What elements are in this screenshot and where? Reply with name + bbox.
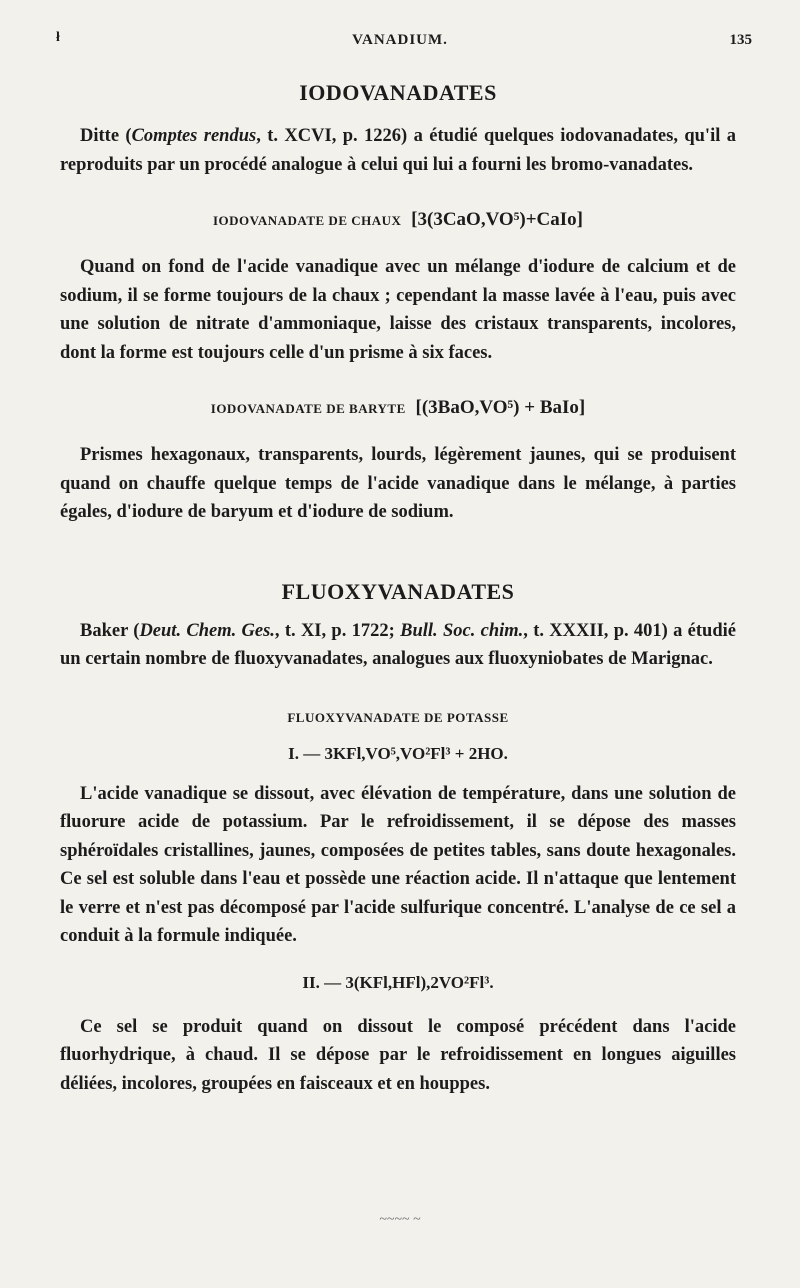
formula-line-1: I. — 3KFl,VO⁵,VO²Fl³ + 2HO. <box>288 743 508 763</box>
paragraph-baryte: Prismes hexagonaux, transparents, lourds, légèrement jaunes, qui se produisent quand on chauffe quelque temps de l'acide vanadique dans le mélange, à parties égales, d'iodure de baryum et d'iodure de sodium. <box>60 445 736 522</box>
subheading-label: IODOVANADATE DE CHAUX <box>212 213 402 228</box>
citation: Comptes rendus <box>131 126 257 146</box>
subheading-iodovanadate-baryte <box>60 397 736 419</box>
section-title-iodovanadates: IODOVANADATES <box>299 80 497 105</box>
formula-line-2: II. — 3(KFl,HFl),2VO²Fl³. <box>302 972 494 992</box>
margin-mark: ł <box>56 30 60 45</box>
page-body <box>60 78 736 1098</box>
subheading-fluoxyvanadate-potasse: FLUOXYVANADATE DE POTASSE <box>287 709 509 725</box>
subheading-iodovanadate-chaux <box>60 209 736 231</box>
chemical-formula: [3(3CaO,VO⁵)+CaIo] <box>411 209 583 230</box>
text-run: , t. XI, p. 1722; <box>274 620 401 641</box>
text-run: Ditte ( <box>80 126 132 146</box>
paragraph-iodovanadates-intro <box>60 122 736 179</box>
text-run: , t. XXXII, p. 401) a étudié un certain nombre de fluoxyvanadates, analogues aux fluoxyniobates de Marignac. <box>60 620 736 669</box>
end-ornament: ~~~~ ~ <box>379 1212 421 1227</box>
paragraph-chaux: Quand on fond de l'acide vanadique avec un mélange d'iodure de calcium et de sodium, il se forme toujours de la chaux ; cependant la masse lavée à l'eau, puis avec une solution de nitrate d'ammoniaque, laisse des cristaux transparents, incolores, dont la forme est toujours celle d'un prisme à six faces. <box>60 257 736 363</box>
paragraph-fluoxyvanadates-intro <box>60 617 736 674</box>
page-number: 135 <box>729 32 752 48</box>
text-run: Baker ( <box>80 620 140 641</box>
subheading-label: IODOVANADATE DE BARYTE <box>210 401 406 416</box>
text-run: , t. XCVI, p. 1226) a étudié quelques iodovanadates, qu'il a reproduits par un procédé analogue à celui qui lui a fourni les bromo-vanadates. <box>60 126 736 175</box>
running-header <box>0 32 800 56</box>
chemical-formula: [(3BaO,VO⁵) + BaIo] <box>415 397 586 418</box>
citation: Deut. Chem. Ges. <box>139 620 275 641</box>
running-title: VANADIUM. <box>352 32 448 48</box>
paragraph-potasse-2: Ce sel se produit quand on dissout le composé précédent dans l'acide fluorhydrique, à chaud. Il se dépose par le refroidissement en longues aiguilles déliées, incolores, groupées en faisceaux et en houppes. <box>60 1016 736 1094</box>
paragraph-potasse-1: L'acide vanadique se dissout, avec élévation de température, dans une solution de fluorure acide de potassium. Par le refroidissement, il se dépose des masses sphéroïdales cristallines, jaunes, composées de petites tables, sans doute hexagonales. Ce sel est soluble dans l'eau et possède une réaction acide. Il n'attaque que lentement le verre et n'est pas décomposé par l'acide sulfurique concentré. L'analyse de ce sel a conduit à la formule indiquée. <box>60 783 736 946</box>
section-title-fluoxyvanadates: FLUOXYVANADATES <box>281 578 515 604</box>
citation: Bull. Soc. chim. <box>400 620 524 641</box>
